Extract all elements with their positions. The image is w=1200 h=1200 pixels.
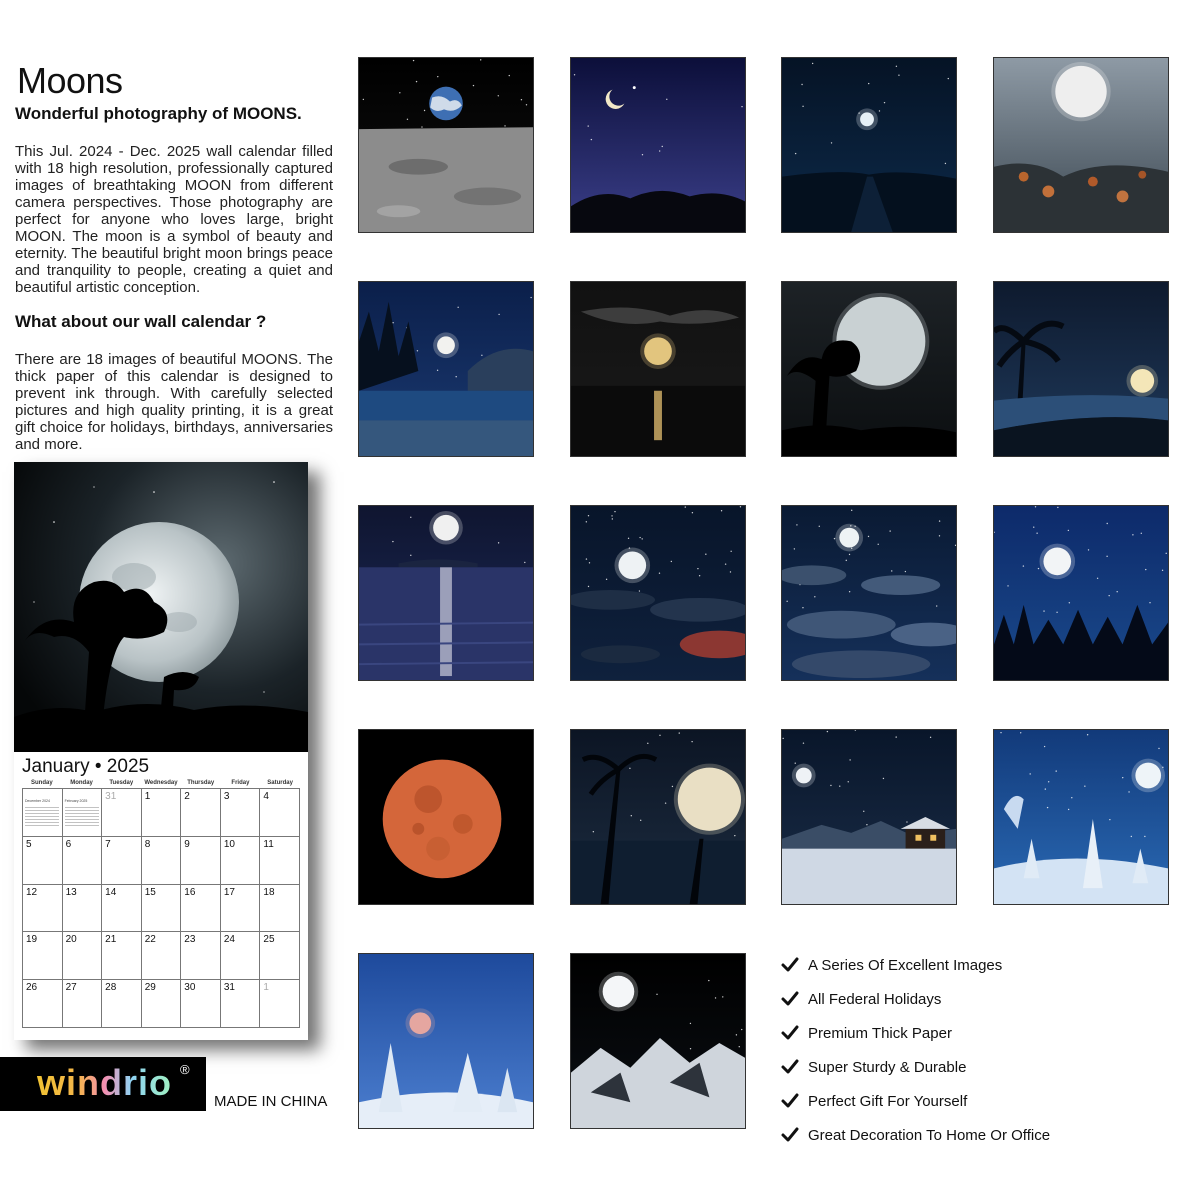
calendar-day-cell (142, 932, 182, 980)
calendar-day-cell (221, 885, 261, 933)
made-in-label: MADE IN CHINA (214, 1093, 328, 1110)
calendar-day-cell (181, 885, 221, 933)
feature-label: All Federal Holidays (808, 990, 942, 1008)
calendar-day-cell (23, 932, 63, 980)
calendar-day-number: 11 (263, 838, 274, 850)
calendar-day-cell (63, 932, 103, 980)
calendar-day-number: 31 (105, 791, 117, 802)
calendar-day-cell (181, 932, 221, 980)
calendar-day-cell (63, 885, 103, 933)
calendar-day-cell (63, 789, 103, 837)
weekday-label: Tuesday (109, 780, 134, 786)
calendar-day-number: 21 (105, 934, 117, 946)
calendar-mockup (14, 462, 308, 1040)
calendar-day-number: 16 (184, 886, 196, 898)
feature-label: Premium Thick Paper (808, 1024, 952, 1042)
earthrise-over-moon-surface-photo (358, 57, 534, 233)
calendar-day-number: 10 (223, 838, 235, 850)
calendar-day-number: 6 (65, 838, 72, 850)
feature-item (780, 1084, 1050, 1118)
moon-cloudy-starry-sky-photo (570, 505, 746, 681)
calendar-month-title: January • 2025 (22, 756, 150, 777)
feature-item (780, 982, 1050, 1016)
calendar-day-cell (23, 837, 63, 885)
calendar-day-number: 30 (184, 982, 196, 994)
calendar-day-number: 26 (26, 982, 38, 994)
calendar-day-number: 31 (223, 982, 235, 994)
mini-calendar-title: February 2025 (64, 799, 88, 803)
feature-item (780, 1118, 1050, 1152)
red-full-moon-photo (358, 729, 534, 905)
crescent-moon-dusk-photo (570, 57, 746, 233)
moon-over-forest-photo (993, 505, 1169, 681)
calendar-day-number: 22 (144, 934, 156, 946)
checkmark-icon (780, 955, 800, 975)
weekday-label: Sunday (31, 780, 53, 786)
calendar-paragraph: There are 18 images of beautiful MOONS. The thick paper of this calendar is designed to prevent ink through. With carefully selected pictures and high quality printing, it is a great gift choice for holidays, birthdays, anniversaries and more. (15, 351, 333, 453)
mini-calendar-prev (25, 799, 59, 831)
feature-item (780, 1016, 1050, 1050)
weekday-label: Friday (231, 780, 250, 786)
feature-list (780, 948, 1050, 1152)
calendar-day-number: 29 (144, 982, 156, 994)
calendar-day-number: 8 (144, 838, 151, 850)
brand-logo: windrio (37, 1062, 172, 1103)
large-moon-tree-silhouette-photo (781, 281, 957, 457)
mini-calendar-title: December 2024 (25, 799, 50, 803)
calendar-day-cell (260, 980, 300, 1028)
calendar-day-cell (102, 980, 142, 1028)
calendar-day-cell (260, 789, 300, 837)
calendar-day-number: 15 (144, 886, 156, 898)
weekday-label: Monday (70, 780, 93, 786)
calendar-page (14, 752, 308, 1040)
calendar-cover-photo (14, 462, 308, 752)
checkmark-icon (780, 989, 800, 1009)
calendar-day-cell (142, 837, 182, 885)
calendar-day-number: 28 (105, 982, 117, 994)
weekday-label: Wednesday (144, 780, 178, 786)
calendar-day-cell (102, 789, 142, 837)
calendar-day-cell (142, 789, 182, 837)
calendar-day-number: 1 (144, 791, 151, 802)
calendar-day-cell (221, 980, 261, 1028)
calendar-day-cell (221, 837, 261, 885)
calendar-day-number: 17 (223, 886, 235, 898)
calendar-day-number: 19 (26, 934, 38, 946)
feature-item (780, 1050, 1050, 1084)
moon-tree-silhouette-photo (14, 462, 308, 752)
calendar-day-cell (260, 932, 300, 980)
calendar-day-cell (181, 789, 221, 837)
moon-over-road-photo (781, 57, 957, 233)
checkmark-icon (780, 1125, 800, 1145)
calendar-day-number: 24 (223, 934, 235, 946)
calendar-day-cell (181, 837, 221, 885)
calendar-day-number: 4 (263, 791, 269, 802)
feature-item (780, 948, 1050, 982)
mini-calendar-next (65, 799, 99, 831)
calendar-day-cell (260, 837, 300, 885)
feature-label: Perfect Gift For Yourself (808, 1092, 968, 1110)
calendar-day-number: 25 (263, 934, 275, 946)
calendar-day-number: 3 (223, 791, 230, 802)
calendar-day-cell (102, 885, 142, 933)
calendar-day-number: 23 (184, 934, 196, 946)
moon-palm-beach-photo (993, 281, 1169, 457)
calendar-day-number: 2 (184, 791, 190, 802)
calendar-day-number: 9 (184, 838, 190, 850)
calendar-day-cell (23, 885, 63, 933)
calendar-grid (22, 788, 300, 1028)
calendar-day-cell (260, 885, 300, 933)
checkmark-icon (780, 1023, 800, 1043)
golden-moon-over-sea-photo (570, 281, 746, 457)
moon-reflection-on-lake-photo (358, 505, 534, 681)
calendar-day-cell (102, 932, 142, 980)
page-subtitle: Wonderful photography of MOONS. (15, 104, 302, 123)
moon-snowy-trees-photo (993, 729, 1169, 905)
calendar-day-cell (63, 837, 103, 885)
description-paragraph: This Jul. 2024 - Dec. 2025 wall calendar filled with 18 high resolution, professionally captured images of breathtaking MOON from different camera perspectives. Those photography are perfect for anyone who loves large, bright MOON. The moon is a symbol of beauty and eternity. The beautiful bright moon brings peace and tranquility to people, creating a quiet and beautiful artistic conception. (15, 143, 333, 296)
calendar-day-cell (221, 932, 261, 980)
checkmark-icon (780, 1057, 800, 1077)
calendar-day-cell (181, 980, 221, 1028)
moon-over-mountain-lake-photo (358, 281, 534, 457)
calendar-day-number: 1 (263, 982, 269, 994)
calendar-day-number: 18 (263, 886, 275, 898)
calendar-day-number: 13 (65, 886, 77, 898)
calendar-day-number: 5 (26, 838, 32, 850)
moon-palm-tree-sea-photo (570, 729, 746, 905)
calendar-day-cell (23, 789, 63, 837)
section-heading: What about our wall calendar ? (15, 312, 267, 331)
calendar-day-number: 12 (26, 886, 38, 898)
calendar-day-cell (23, 980, 63, 1028)
checkmark-icon (780, 1091, 800, 1111)
calendar-weekday-row (22, 780, 300, 786)
feature-label: Super Sturdy & Durable (808, 1058, 967, 1076)
feature-label: Great Decoration To Home Or Office (808, 1126, 1051, 1144)
calendar-day-number: 14 (105, 886, 117, 898)
moon-snowy-mountains-photo (570, 953, 746, 1129)
calendar-day-number: 27 (65, 982, 77, 994)
moon-snowy-cabin-photo (781, 729, 957, 905)
moon-above-clouds-photo (781, 505, 957, 681)
weekday-label: Thursday (187, 780, 215, 786)
calendar-day-number: 7 (105, 838, 111, 850)
calendar-day-cell (102, 837, 142, 885)
feature-label: A Series Of Excellent Images (808, 956, 1003, 974)
calendar-day-cell (142, 885, 182, 933)
calendar-day-cell (221, 789, 261, 837)
full-moon-wildflowers-photo (993, 57, 1169, 233)
weekday-label: Saturday (267, 780, 293, 786)
calendar-day-cell (63, 980, 103, 1028)
calendar-day-cell (142, 980, 182, 1028)
registered-mark: ® (180, 1062, 190, 1077)
pink-moon-snowy-forest-photo (358, 953, 534, 1129)
page-title: Moons (17, 60, 123, 101)
calendar-day-number: 20 (65, 934, 77, 946)
